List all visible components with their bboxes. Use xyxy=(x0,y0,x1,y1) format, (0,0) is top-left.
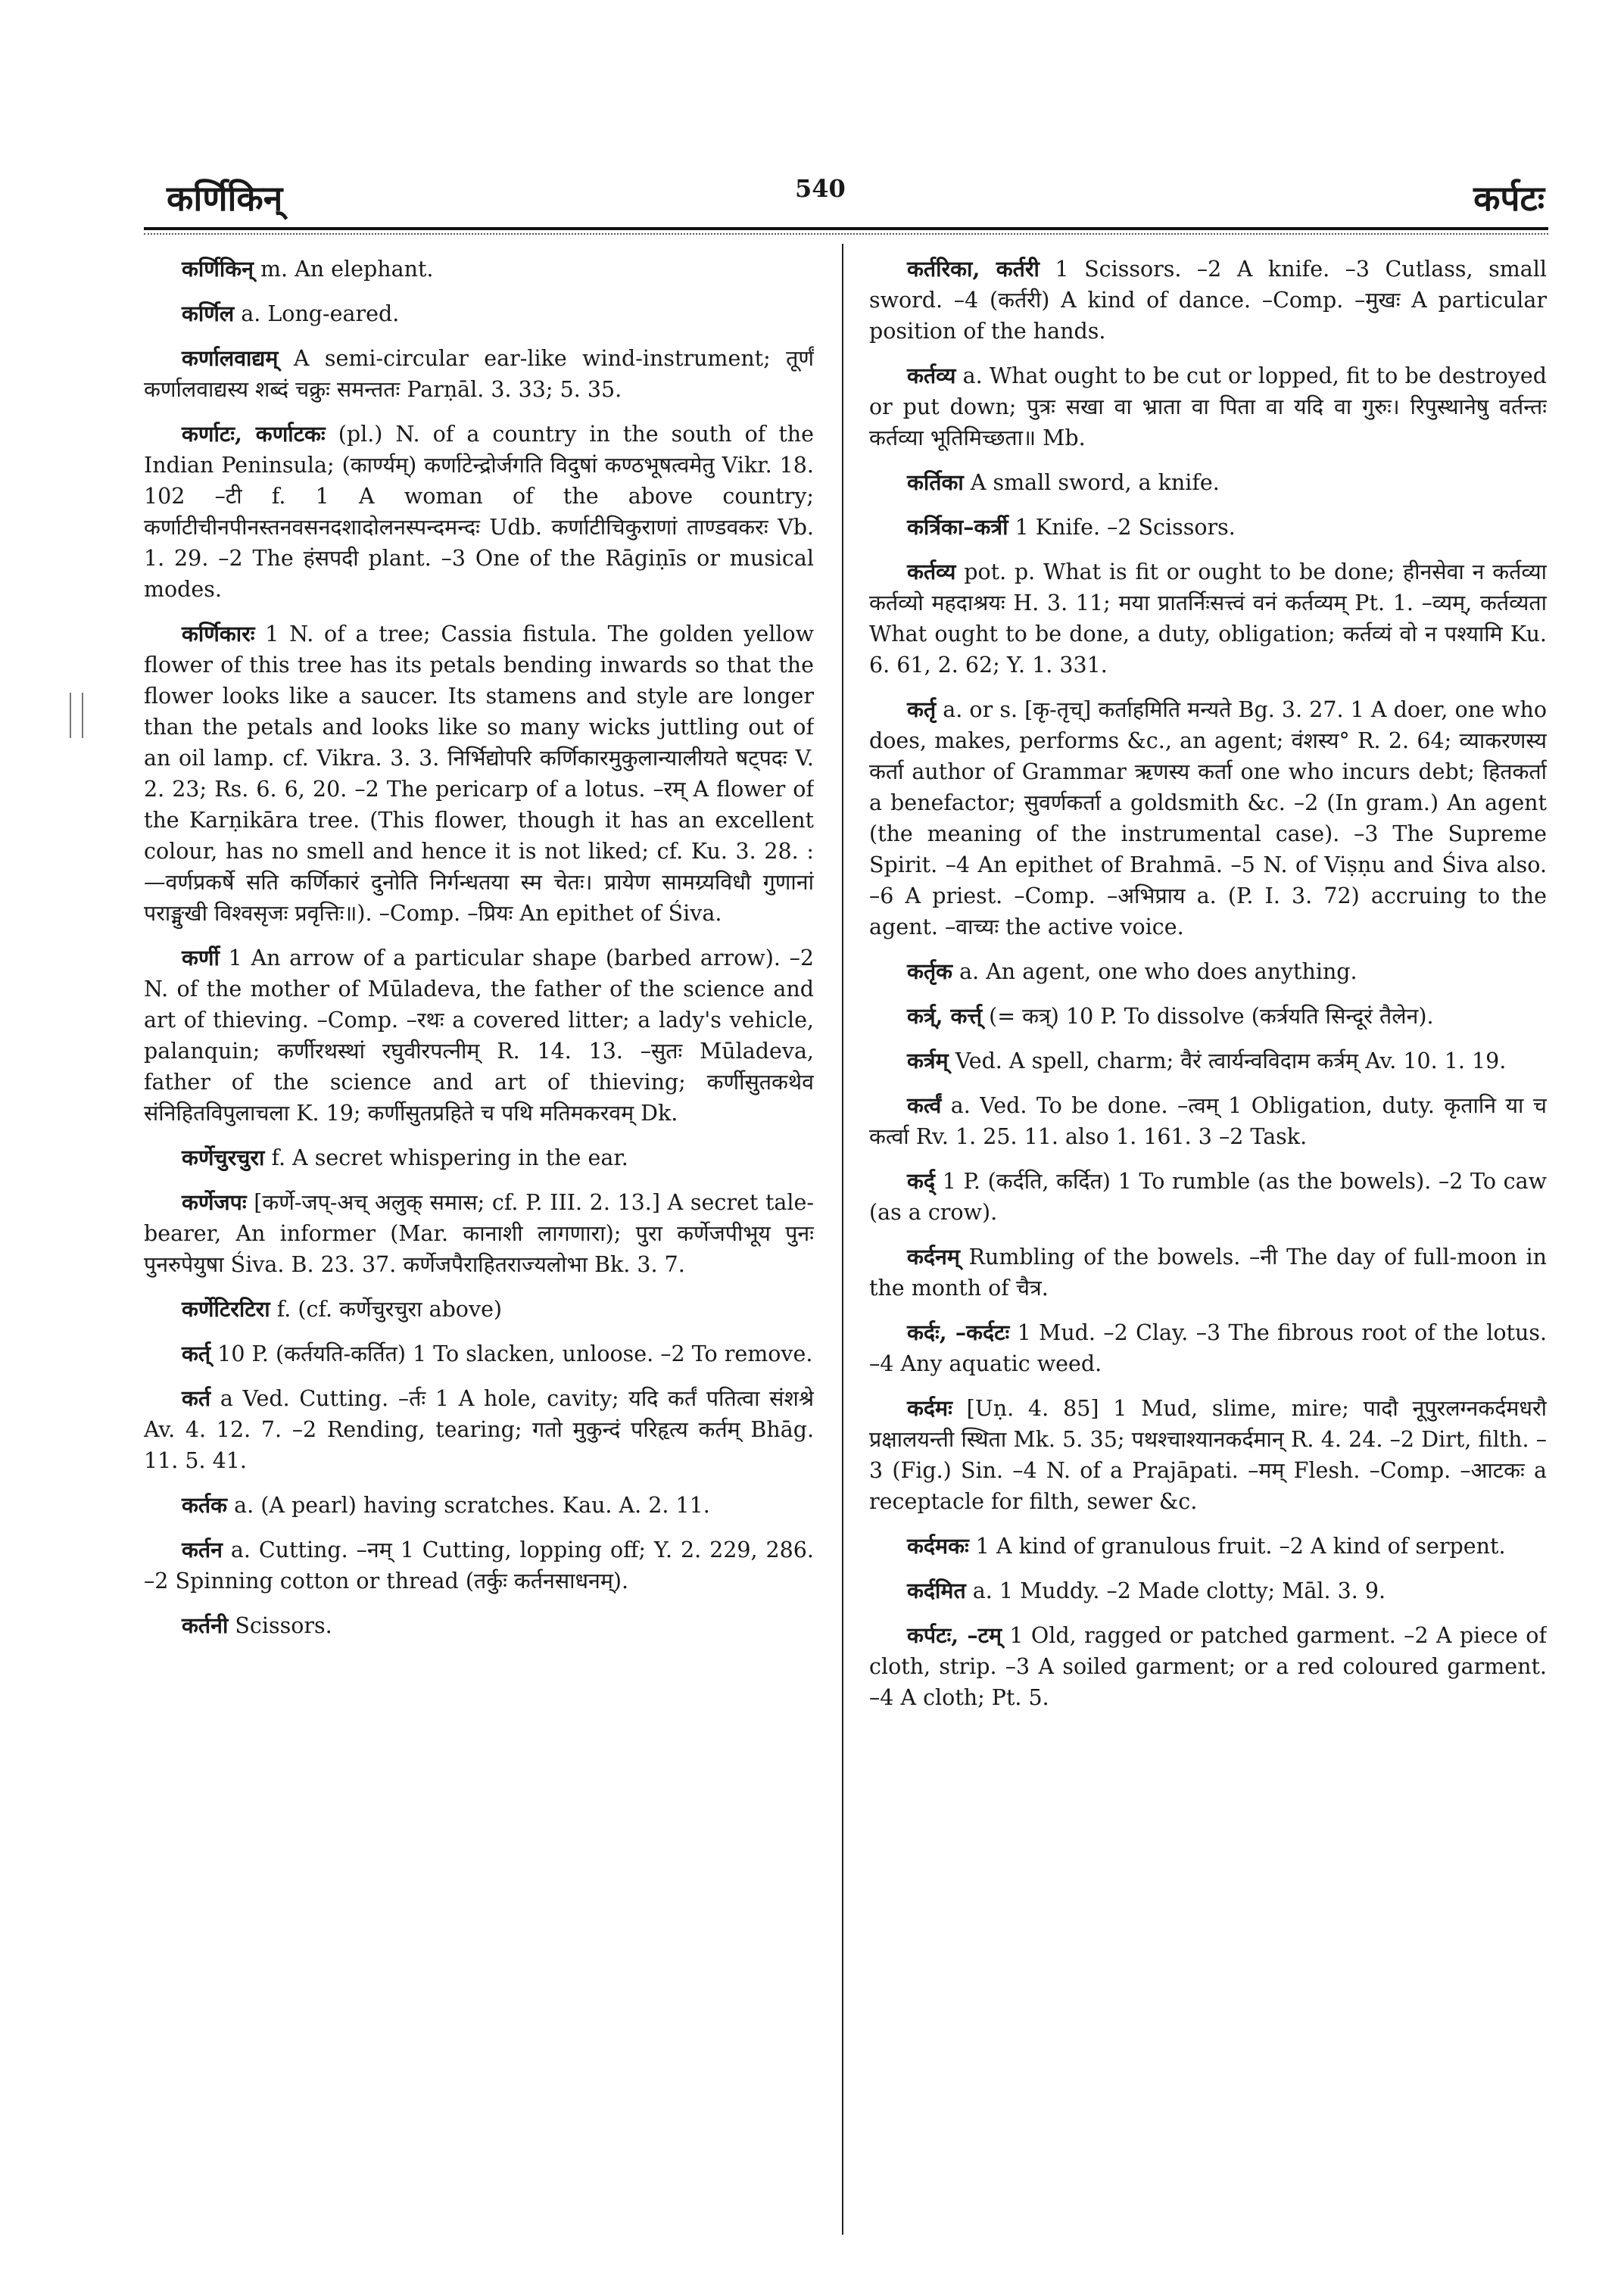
dictionary-entry xyxy=(144,1187,814,1280)
dictionary-entry xyxy=(144,1610,814,1641)
dictionary-entry xyxy=(144,1338,814,1369)
dictionary-entry xyxy=(869,1393,1547,1517)
entry-definition: a. An agent, one who does anything. xyxy=(952,959,1357,984)
dictionary-entry xyxy=(144,298,814,329)
entry-headword: कर्तरिका, कर्तरी xyxy=(907,256,1040,282)
entry-headword: कर्णिकारः xyxy=(182,621,255,646)
entry-headword: कर्णेजपः xyxy=(182,1189,247,1215)
dictionary-entry xyxy=(869,467,1547,498)
entry-headword: कर्त्रम् xyxy=(907,1048,949,1073)
dictionary-entry xyxy=(144,1490,814,1521)
entry-headword: कर्पटः, –टम् xyxy=(907,1622,1002,1648)
entry-headword: कर्णेटिरटिरा xyxy=(182,1296,270,1322)
entry-definition: [Uṇ. 4. 85] 1 Mud, slime, mire; पादौ नूपुरलग्नकर्दमधरौ प्रक्षालयन्ती स्थिता Mk. 5. 35; पथश्चाश्यानकर्दमान् R. 4. 24. –2 Dirt, filth. –3 (Fig.) Sin. –4 N. of a Prajāpati. –मम् Flesh. –Comp. –आटकः a receptacle for filth, sewer &c. xyxy=(869,1396,1547,1514)
left-column xyxy=(144,254,814,2260)
dictionary-entry xyxy=(144,254,814,285)
entry-definition: A semi-circular ear-like wind-instrument; तूर्णं कर्णालवाद्यस्य शब्दं चक्रुः समन्ततः Parṇāl. 3. 33; 5. 35. xyxy=(144,346,814,402)
entry-headword: कर्तृ xyxy=(907,696,937,722)
dictionary-entry xyxy=(869,1090,1547,1152)
entry-definition: m. An elephant. xyxy=(253,257,434,282)
entry-definition: f. A secret whispering in the ear. xyxy=(264,1145,628,1170)
entry-definition: Rumbling of the bowels. –नी The day of full-moon in the month of चैत्र. xyxy=(869,1245,1547,1301)
entry-headword: कर्तन xyxy=(182,1537,223,1562)
dictionary-entry xyxy=(869,956,1547,987)
dictionary-entry xyxy=(144,1534,814,1597)
entry-headword: कर्तिका xyxy=(907,469,964,495)
dictionary-entry xyxy=(144,343,814,405)
entry-definition: (pl.) N. of a country in the south of the Indian Peninsula; (कार्ण्यम्) कर्णाटेन्द्रोर्जगति विदुषां कण्ठभूषत्वमेतु Vikr. 18. 102 –टी f. 1 A woman of the above country; कर्णाटीचीनपीनस्तनवसनदशादोलनस्पन्दमन्दः Udb. कर्णाटीचिकुराणां ताण्डवकरः Vb. 1. 29. –2 The हंसपदी plant. –3 One of the Rāgiṇīs or musical modes. xyxy=(144,422,814,602)
entry-headword: कर्तृक xyxy=(907,958,953,984)
entry-headword: कर्णाटः, कर्णाटकः xyxy=(182,421,326,447)
entry-definition: 1 Old, ragged or patched garment. –2 A piece of cloth, strip. –3 A soiled garment; or a red coloured garment. –4 A cloth; Pt. 5. xyxy=(869,1623,1547,1710)
entry-definition: a. What ought to be cut or lopped, fit to be destroyed or put down; पुत्रः सखा वा भ्राता वा पिता वा यदि वा गुरुः। रिपुस्थानेषु वर्तन्तः कर्तव्या भूतिमिच्छता॥ Mb. xyxy=(869,363,1547,450)
page-header xyxy=(144,151,1560,223)
entry-definition: Scissors. xyxy=(228,1613,332,1638)
dictionary-entry xyxy=(144,1383,814,1476)
entry-headword: कर्द् xyxy=(907,1168,936,1194)
dictionary-entry xyxy=(869,1166,1547,1228)
entry-definition: A small sword, a knife. xyxy=(963,470,1220,495)
entry-headword: कर्त् xyxy=(182,1341,211,1366)
dictionary-entry xyxy=(869,1242,1547,1304)
entry-headword: कर्दः, –कर्दटः xyxy=(907,1319,1010,1345)
margin-mark xyxy=(70,693,83,738)
entry-definition: 1 An arrow of a particular shape (barbed arrow). –2 N. of the mother of Mūladeva, the father of the science and art of thieving. –Comp. –रथः a covered litter; a lady's vehicle, palanquin; कर्णीरथस्थां रघुवीरपत्नीम् R. 14. 13. –सुतः Mūladeva, father of the science and art of thieving; कर्णीसुतकथेव संनिहितविपुलाचला K. 19; कर्णीसुतप्रहिते च पथि मतिमकरवम् Dk. xyxy=(144,946,814,1126)
entry-headword: कर्त्वं xyxy=(907,1092,942,1118)
entry-definition: 10 P. (कर्तयति-कर्तित) 1 To slacken, unloose. –2 To remove. xyxy=(210,1341,813,1366)
entry-definition: 1 Knife. –2 Scissors. xyxy=(1008,515,1236,540)
entry-headword: कर्त्रिका–कर्त्री xyxy=(907,514,1008,540)
entry-headword: कर्दनम् xyxy=(907,1244,960,1270)
entry-headword: कर्णिल xyxy=(182,301,235,326)
header-rule xyxy=(144,227,1548,230)
entry-headword: कर्णालवाद्यम् xyxy=(182,345,279,371)
entry-definition: a. 1 Muddy. –2 Made clotty; Māl. 3. 9. xyxy=(965,1578,1386,1603)
dictionary-entry xyxy=(144,1294,814,1325)
dictionary-entry xyxy=(869,1317,1547,1379)
dictionary-entry xyxy=(869,512,1547,543)
entry-definition: a. (A pearl) having scratches. Kau. A. 2. 11. xyxy=(227,1493,710,1518)
entry-headword: कर्दमः xyxy=(907,1395,952,1421)
entry-definition: Ved. A spell, charm; वैरं त्वार्यन्वविदाम कर्त्रम् Av. 10. 1. 19. xyxy=(948,1048,1507,1073)
entry-definition: a. Ved. To be done. –त्वम् 1 Obligation, duty. कृतानि या च कर्त्वा Rv. 1. 25. 11. also 1. 161. 3 –2 Task. xyxy=(869,1093,1547,1149)
dictionary-entry xyxy=(869,1620,1547,1713)
dictionary-entry xyxy=(869,1045,1547,1076)
entry-definition: 1 A kind of granulous fruit. –2 A kind of serpent. xyxy=(968,1534,1506,1559)
header-rule-dotted xyxy=(144,233,1548,235)
dictionary-entry xyxy=(869,1531,1547,1562)
dictionary-entry xyxy=(144,618,814,929)
entry-definition: 1 Mud. –2 Clay. –3 The fibrous root of the lotus. –4 Any aquatic weed. xyxy=(869,1320,1547,1376)
entry-definition: pot. p. What is fit or ought to be done; हीनसेवा न कर्तव्या कर्तव्यो महदाश्रयः H. 3. 11; मया प्रातर्निःसत्त्वं वनं कर्तव्यम् Pt. 1. –व्यम्, कर्तव्यता What ought to be done, a duty, obligation; कर्तव्यं वो न पश्यामि Ku. 6. 61, 2. 62; Y. 1. 331. xyxy=(869,559,1547,678)
column-divider xyxy=(842,244,843,2235)
entry-definition: a. Cutting. –नम् 1 Cutting, lopping off; Y. 2. 229, 286. –2 Spinning cotton or thread (तर्कुः कर्तनसाधनम्). xyxy=(144,1537,814,1594)
dictionary-entry xyxy=(869,1001,1547,1032)
page-number: 540 xyxy=(795,174,846,203)
dictionary-entry xyxy=(869,694,1547,942)
entry-headword: कर्तव्य xyxy=(907,363,956,388)
entry-headword: कर्तक xyxy=(182,1492,228,1518)
right-column xyxy=(869,254,1547,2260)
entry-definition: a. or s. [कृ-तृच्] कर्ताहमिति मन्यते Bg. 3. 27. 1 A doer, one who does, makes, performs &c., an agent; वंशस्य° R. 2. 64; व्याकरणस्य कर्ता author of Grammar ऋणस्य कर्ता one who incurs debt; हितकर्ता a benefactor; सुवर्णकर्ता a goldsmith &c. –2 (In gram.) An agent (the meaning of the instrumental case). –3 The Supreme Spirit. –4 An epithet of Brahmā. –5 N. of Viṣṇu and Śiva also. –6 A priest. –Comp. –अभिप्राय a. (P. I. 3. 72) accruing to the agent. –वाच्यः the active voice. xyxy=(869,697,1547,939)
entry-headword: कर्णेचुरचुरा xyxy=(182,1145,265,1170)
right-running-headword: कर्पटः xyxy=(1473,178,1545,219)
entry-definition: 1 Scissors. –2 A knife. –3 Cutlass, small sword. –4 (कर्तरी) A kind of dance. –Comp. –मुखः A particular position of the hands. xyxy=(869,257,1547,344)
entry-definition: (= कत्र्) 10 P. To dissolve (कर्त्रयति सिन्दूरं तैलेन). xyxy=(982,1004,1434,1029)
entry-headword: कर्त्र्, कर्त्त् xyxy=(907,1003,983,1029)
entry-headword: कर्तव्य xyxy=(907,559,956,584)
entry-headword: कर्णिकिन् xyxy=(182,256,254,282)
entry-headword: कर्दमित xyxy=(907,1578,966,1603)
entry-headword: कर्तनी xyxy=(182,1612,229,1638)
dictionary-entry xyxy=(869,360,1547,453)
dictionary-entry xyxy=(869,254,1547,347)
entry-definition: 1 N. of a tree; Cassia fistula. The golden yellow flower of this tree has its petals bending inwards so that the flower looks like a saucer. Its stamens and style are longer than the petals and looks like so many wicks juttling out of an oil lamp. cf. Vikra. 3. 3. निर्भिद्योपरि कर्णिकारमुकुलान्यालीयते षट्पदः V. 2. 23; Rs. 6. 6, 20. –2 The pericarp of a lotus. –रम् A flower of the Karṇikāra tree. (This flower, though it has an excellent colour, has no smell and hence it is not liked; cf. Ku. 3. 28. :—वर्णप्रकर्षे सति कर्णिकारं दुनोति निर्गन्धतया स्म चेतः। प्रायेण सामग्र्यविधौ गुणानां पराङ्मुखी विश्वसृजः प्रवृत्तिः॥). –Comp. –प्रियः An epithet of Śiva. xyxy=(144,622,814,926)
dictionary-entry xyxy=(869,556,1547,681)
dictionary-entry xyxy=(869,1575,1547,1606)
left-running-headword: कर्णिकिन् xyxy=(167,178,283,219)
dictionary-entry xyxy=(144,419,814,605)
entry-definition: a. Long-eared. xyxy=(234,301,400,326)
entry-headword: कर्दमकः xyxy=(907,1533,969,1559)
entry-definition: a Ved. Cutting. –र्तः 1 A hole, cavity; यदि कर्तं पतित्वा संशश्रे Av. 4. 12. 7. –2 Rending, tearing; गतो मुकुन्दं परिहृत्य कर्तम् Bhāg. 11. 5. 41. xyxy=(144,1386,814,1473)
dictionary-entry xyxy=(144,942,814,1129)
entry-definition: [कर्णे-जप्-अच् अलुक् समास; cf. P. III. 2. 13.] A secret tale-bearer, An informer (Mar. कानाशी लागणारा); पुरा कर्णेजपीभूय पुनः पुनरुपेयुषा Śiva. B. 23. 37. कर्णेजपैराहितराज्यलोभा Bk. 3. 7. xyxy=(144,1190,814,1277)
dictionary-entry xyxy=(144,1142,814,1173)
entry-definition: f. (cf. कर्णेचुरचुरा above) xyxy=(270,1297,503,1322)
entry-headword: कर्त xyxy=(182,1385,211,1411)
entry-definition: 1 P. (कर्दति, कर्दित) 1 To rumble (as the bowels). –2 To caw (as a crow). xyxy=(869,1169,1547,1225)
entry-headword: कर्णी xyxy=(182,945,220,970)
